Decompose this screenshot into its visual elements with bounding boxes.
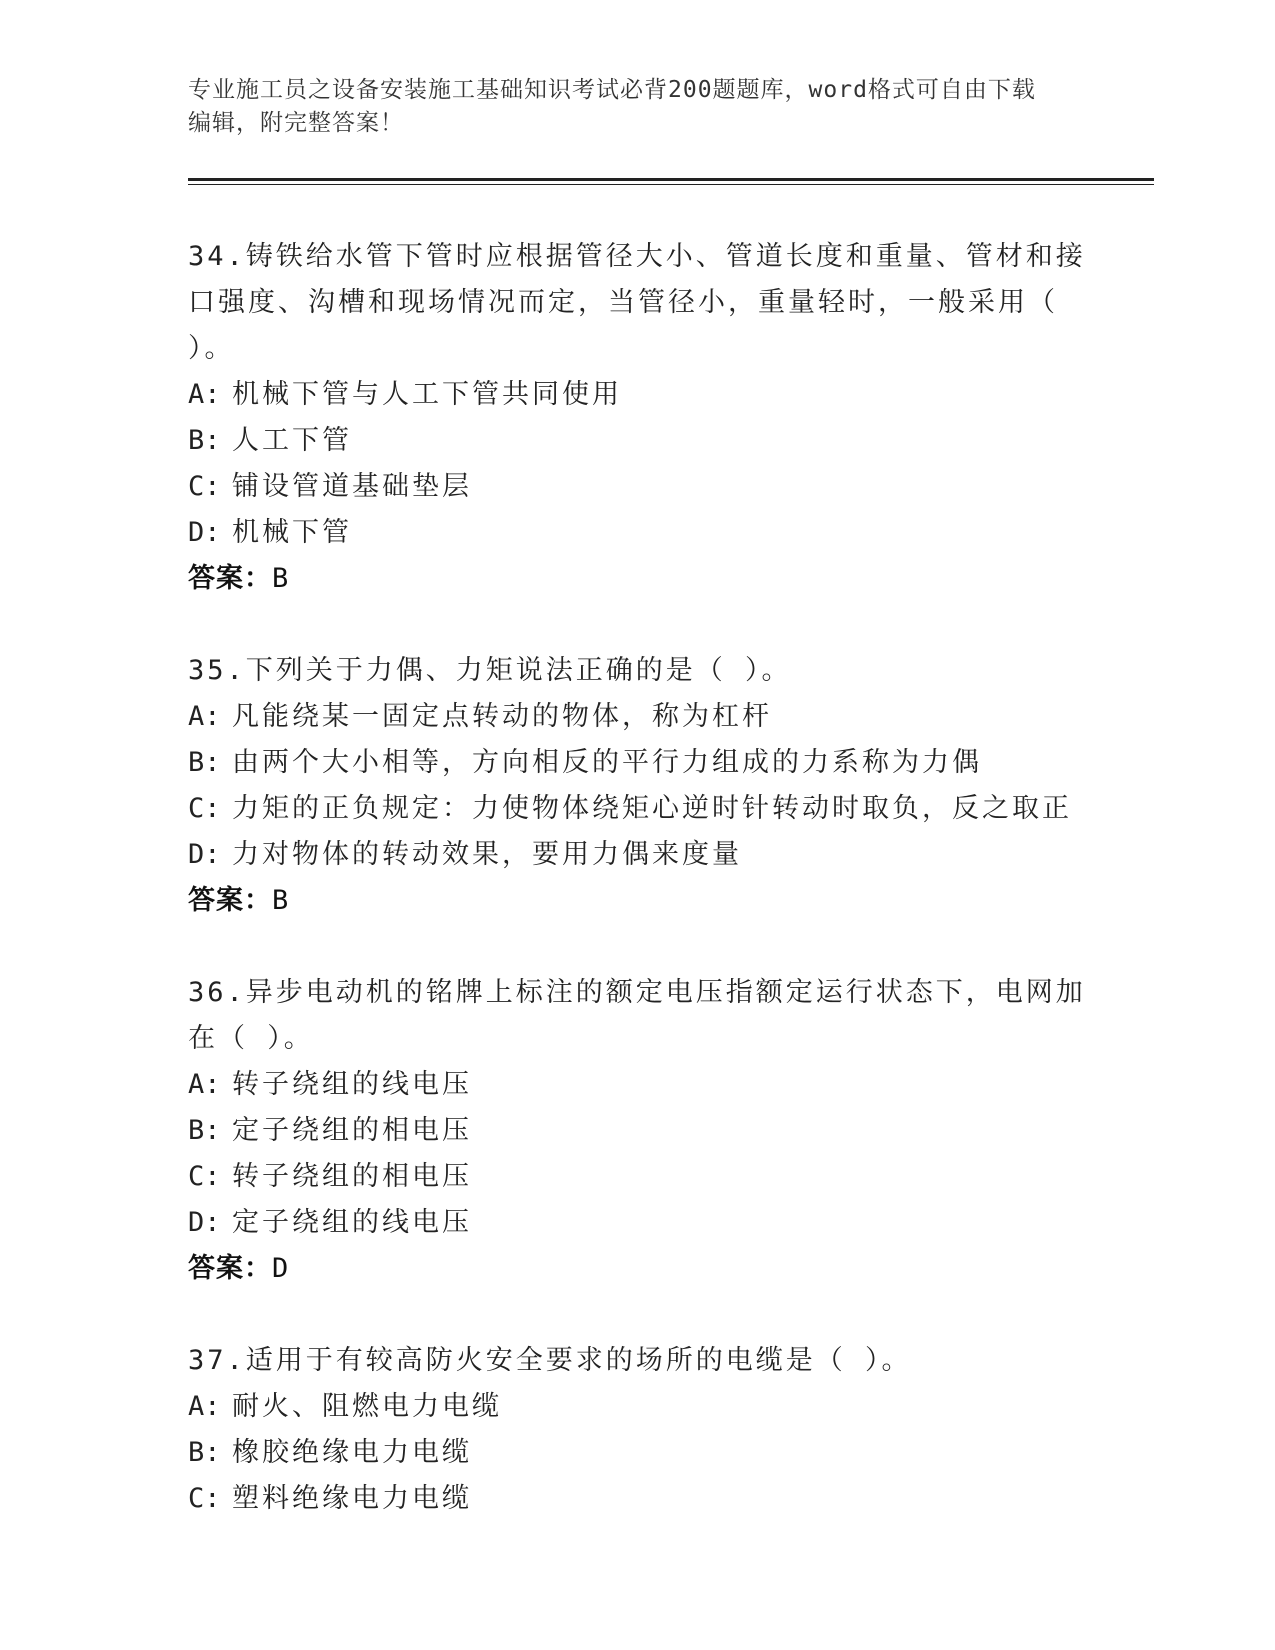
option-row xyxy=(188,418,1088,464)
option-row xyxy=(188,786,1088,832)
option-key: C: xyxy=(188,793,221,824)
option-row xyxy=(188,694,1088,740)
option-key: B: xyxy=(188,747,221,778)
option-text: 力矩的正负规定：力使物体绕矩心逆时针转动时取负，反之取正 xyxy=(232,793,1072,824)
header-divider-thin xyxy=(188,184,1154,185)
question-stem: 37.适用于有较高防火安全要求的场所的电缆是（ ）。 xyxy=(188,1345,912,1376)
answer-line xyxy=(188,1246,1088,1292)
question-block xyxy=(188,234,1088,602)
option-row xyxy=(188,372,1088,418)
option-key: C: xyxy=(188,1161,221,1192)
answer-value: B xyxy=(272,885,290,916)
document-header xyxy=(188,74,1088,140)
option-text: 机械下管与人工下管共同使用 xyxy=(232,379,622,410)
answer-line xyxy=(188,878,1088,924)
option-text: 力对物体的转动效果，要用力偶来度量 xyxy=(232,839,742,870)
option-text: 由两个大小相等，方向相反的平行力组成的力系称为力偶 xyxy=(232,747,982,778)
option-text: 塑料绝缘电力电缆 xyxy=(232,1483,472,1514)
answer-label: 答案： xyxy=(188,1253,272,1284)
option-text: 橡胶绝缘电力电缆 xyxy=(232,1437,472,1468)
answer-label: 答案： xyxy=(188,563,272,594)
option-key: C: xyxy=(188,471,221,502)
option-row xyxy=(188,1476,1088,1522)
option-row xyxy=(188,1108,1088,1154)
option-key: C: xyxy=(188,1483,221,1514)
option-row xyxy=(188,1154,1088,1200)
header-divider-thick xyxy=(188,178,1154,181)
question-stem: 36.异步电动机的铭牌上标注的额定电压指额定运行状态下，电网加在（ ）。 xyxy=(188,977,1086,1054)
question-block xyxy=(188,648,1088,924)
option-key: A: xyxy=(188,701,221,732)
header-line-1: 专业施工员之设备安装施工基础知识考试必背200题题库，word格式可自由下载 xyxy=(188,77,1036,103)
option-key: B: xyxy=(188,425,221,456)
option-text: 耐火、阻燃电力电缆 xyxy=(232,1391,502,1422)
option-text: 机械下管 xyxy=(232,517,352,548)
question-block xyxy=(188,970,1088,1292)
option-key: A: xyxy=(188,1391,221,1422)
option-row xyxy=(188,1430,1088,1476)
option-text: 转子绕组的线电压 xyxy=(232,1069,472,1100)
option-row xyxy=(188,1062,1088,1108)
option-key: B: xyxy=(188,1115,221,1146)
question-list xyxy=(188,234,1088,1568)
option-text: 定子绕组的相电压 xyxy=(232,1115,472,1146)
question-block xyxy=(188,1338,1088,1522)
option-row xyxy=(188,464,1088,510)
header-line-2: 编辑，附完整答案！ xyxy=(188,110,404,136)
option-text: 铺设管道基础垫层 xyxy=(232,471,472,502)
option-key: B: xyxy=(188,1437,221,1468)
answer-line xyxy=(188,556,1088,602)
answer-value: B xyxy=(272,563,290,594)
option-row xyxy=(188,740,1088,786)
question-stem: 35.下列关于力偶、力矩说法正确的是（ ）。 xyxy=(188,655,792,686)
option-key: D: xyxy=(188,1207,221,1238)
option-text: 转子绕组的相电压 xyxy=(232,1161,472,1192)
option-key: A: xyxy=(188,1069,221,1100)
option-text: 人工下管 xyxy=(232,425,352,456)
answer-value: D xyxy=(272,1253,290,1284)
option-key: D: xyxy=(188,839,221,870)
option-row xyxy=(188,832,1088,878)
option-row xyxy=(188,1384,1088,1430)
option-row xyxy=(188,1200,1088,1246)
answer-label: 答案： xyxy=(188,885,272,916)
option-text: 定子绕组的线电压 xyxy=(232,1207,472,1238)
option-key: A: xyxy=(188,379,221,410)
option-text: 凡能绕某一固定点转动的物体，称为杠杆 xyxy=(232,701,772,732)
option-row xyxy=(188,510,1088,556)
option-key: D: xyxy=(188,517,221,548)
question-stem: 34.铸铁给水管下管时应根据管径大小、管道长度和重量、管材和接口强度、沟槽和现场情况而定，当管径小，重量轻时，一般采用（ ）。 xyxy=(188,241,1086,364)
